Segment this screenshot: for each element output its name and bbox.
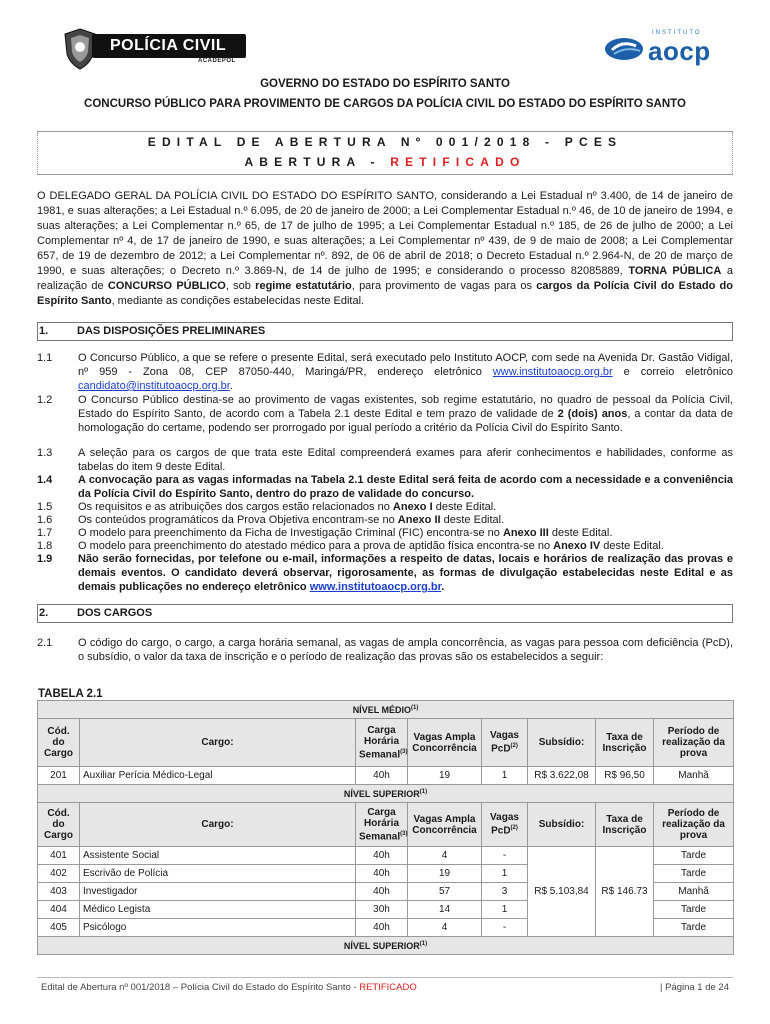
page-number: | Página 1 de 24: [659, 982, 729, 993]
item-number: 1.1: [37, 352, 53, 364]
header-ampla: Vagas Ampla Concorrência: [408, 719, 482, 767]
cell-carga: 40h: [356, 883, 408, 901]
item-bold-part: Anexo I: [392, 501, 433, 513]
header-carga: [356, 719, 408, 767]
item-text-part: O modelo para preenchimento da Ficha de Investigação Criminal (FIC) encontra-se no: [78, 527, 500, 539]
preamble-bold-2: CONCURSO PÚBLICO: [107, 280, 226, 292]
cell-periodo: Manhã: [654, 883, 734, 901]
header-pcd: [482, 719, 528, 767]
item-text-part: Os requisitos e as atribuições dos cargos estão relacionados no: [78, 501, 390, 513]
band-footnote: (1): [411, 704, 419, 711]
item-1-2: [37, 393, 733, 435]
header-footnote: (3): [400, 830, 408, 837]
item-text: [78, 513, 733, 527]
table-row: [38, 767, 734, 785]
page-footer: [37, 977, 733, 993]
header-footnote: (2): [510, 825, 518, 832]
band-label: NÍVEL MÉDIO: [352, 704, 412, 715]
cell-cod: 401: [38, 847, 80, 865]
item-number: 1.4: [37, 474, 53, 486]
band-label: NÍVEL SUPERIOR: [343, 788, 420, 799]
header-pcd: [482, 803, 528, 847]
band-row: [38, 701, 734, 719]
cell-ampla: 19: [408, 865, 482, 883]
cell-carga: 40h: [356, 767, 408, 785]
cell-periodo: Tarde: [654, 847, 734, 865]
item-bold-part: Anexo IV: [553, 540, 601, 552]
header-footnote: (2): [510, 743, 518, 750]
item-text: [78, 552, 733, 594]
nivel-medio-band: [38, 701, 734, 719]
header-cargo: Cargo:: [80, 719, 356, 767]
header-periodo: Período de realização da prova: [654, 719, 734, 767]
preamble-bold-1: TORNA PÚBLICA: [628, 265, 722, 277]
item-text: A convocação para as vagas informadas na Tabela 2.1 deste Edital será feita de acordo com a necessidade e a conveniência da Polícia Civil do Espírito Santo, dentro do prazo de validade do concurso.: [78, 474, 733, 500]
aocp-swirl-icon: [604, 36, 648, 62]
cell-periodo: Tarde: [654, 919, 734, 937]
cell-periodo: Manhã: [654, 767, 734, 785]
preamble-paragraph: [37, 189, 733, 309]
cell-pcd: 3: [482, 883, 528, 901]
header-taxa: Taxa de Inscrição: [596, 803, 654, 847]
cell-cargo: Escrivão de Polícia: [80, 865, 356, 883]
cell-ampla: 19: [408, 767, 482, 785]
header-periodo: Período de realização da prova: [654, 803, 734, 847]
preamble-text-1: O DELEGADO GERAL DA POLÍCIA CIVIL DO ESTADO DO ESPÍRITO SANTO, considerando a Lei Estadual nº 3.400, de 14 de janeiro de 1981, e suas alterações; a Lei Estadual n.º 6.095, de 20 de janeiro de 2000; a Lei Complementar Estadual n.º 46, de 10 de janeiro de 1994, e suas alterações; a Lei Complementar n.º 65, de 17 de julho de 1995; a Lei Complementar Estadual n.º 185, de 26 de julho de 2000; a Lei Complementar nº 4, de 17 de janeiro de 1990, e suas alterações; a Lei Complementar nº 439, de 9 de maio de 2008; a Lei Complementar 657, de 19 de dezembro de 2012; a Lei Complementar nº. 892, de 06 de abril de 2018; o Decreto Estadual n.º 2.964-N, de 20 de março de 1990, e suas alterações; o Decreto n.º 3.869-N, de 14 de julho de 1995; e considerando o processo 82085889,: [37, 190, 733, 277]
footer-text: Edital de Abertura nº 001/2018 – Polícia Civil do Estado do Espírito Santo -: [41, 982, 357, 993]
cell-cargo: Psicólogo: [80, 919, 356, 937]
cell-taxa: R$ 96,50: [596, 767, 654, 785]
item-text-part: e correio eletrônico: [623, 366, 733, 378]
item-number: 1.2: [37, 394, 53, 406]
item-text-part: Os conteúdos programáticos da Prova Objetiva encontram-se no: [78, 514, 395, 526]
table-row: [38, 847, 734, 865]
cell-carga: 40h: [356, 919, 408, 937]
item-bold-part: Não serão fornecidas, por telefone ou e-mail, informações a respeito de datas, locais e horários de realização das provas e demais eventos. O candidato deverá observar, rigorosamente, as formas de divulgação estabelecidas neste Edital e as demais publicações no endereço eletrônico: [78, 553, 733, 593]
concurso-title: CONCURSO PÚBLICO PARA PROVIMENTO DE CARGOS DA POLÍCIA CIVIL DO ESTADO DO ESPÍRITO SANTO: [84, 98, 686, 110]
section-1-header: [37, 322, 733, 341]
website-link[interactable]: www.institutoaocp.org.br: [492, 366, 613, 378]
item-number: 1.8: [37, 540, 53, 552]
tabela-2-1: [37, 700, 734, 955]
table-header-row: [38, 719, 734, 767]
band-footnote: (1): [419, 940, 428, 947]
item-text-part: deste Edital.: [603, 540, 664, 552]
item-bold-part: 2 (dois) anos: [557, 408, 628, 420]
header-taxa: Taxa de Inscrição: [596, 719, 654, 767]
nivel-superior-band: [38, 785, 734, 803]
logo-subtext: ACADEPOL: [198, 58, 236, 64]
preamble-text-2: a realização de: [37, 265, 733, 292]
header-subsidio: Subsídio:: [528, 719, 596, 767]
government-title: GOVERNO DO ESTADO DO ESPÍRITO SANTO: [260, 78, 510, 90]
cell-ampla: 4: [408, 919, 482, 937]
header-carga-label: Carga Horária Semanal: [359, 724, 401, 761]
header-cod: Cód. do Cargo: [38, 719, 80, 767]
cell-cod: 405: [38, 919, 80, 937]
item-1-9: [37, 552, 733, 594]
item-text-part: O modelo para preenchimento do atestado médico para a prova de aptidão física encontra-se no: [78, 540, 551, 552]
cell-cargo: Auxiliar Perícia Médico-Legal: [80, 767, 356, 785]
retificado-label: RETIFICADO: [390, 155, 526, 169]
header-footnote: (3): [400, 748, 408, 755]
item-number: 1.5: [37, 501, 53, 513]
item-text: [78, 526, 733, 540]
email-link[interactable]: candidato@institutoaocp.org.br: [78, 380, 230, 392]
cell-cargo: Assistente Social: [80, 847, 356, 865]
item-1-3: [37, 446, 733, 474]
cell-cargo: Médico Legista: [80, 901, 356, 919]
cell-subsidio: R$ 5.103,84: [528, 847, 596, 937]
cell-cod: 402: [38, 865, 80, 883]
item-1-7: [37, 526, 733, 540]
item-text-part: , a contar da data de homologação do certame, podendo ser prorrogado por igual período a critério da Polícia Civil do Espírito Santo.: [78, 408, 733, 434]
cell-pcd: 1: [482, 767, 528, 785]
cell-carga: 40h: [356, 865, 408, 883]
cell-taxa: R$ 146.73: [596, 847, 654, 937]
header-ampla: Vagas Ampla Concorrência: [408, 803, 482, 847]
cell-pcd: -: [482, 919, 528, 937]
item-text-part: deste Edital.: [551, 527, 613, 539]
header-subsidio: Subsídio:: [528, 803, 596, 847]
table-header-row: [38, 803, 734, 847]
website-link[interactable]: www.institutoaocp.org.br: [309, 581, 442, 593]
cell-periodo: Tarde: [654, 901, 734, 919]
section-title: DOS CARGOS: [77, 607, 153, 619]
cell-cod: 404: [38, 901, 80, 919]
cell-cargo: Investigador: [80, 883, 356, 901]
cell-pcd: 1: [482, 901, 528, 919]
header-cargo: Cargo:: [80, 803, 356, 847]
preamble-text-3: , sob: [225, 280, 251, 292]
item-number: 2.1: [37, 637, 53, 649]
item-text-part: deste Edital.: [443, 514, 505, 526]
cell-ampla: 4: [408, 847, 482, 865]
item-text-part: .: [441, 581, 445, 593]
item-1-8: [37, 539, 733, 553]
cell-cod: 403: [38, 883, 80, 901]
section-title: DAS DISPOSIÇÕES PRELIMINARES: [77, 325, 266, 337]
item-text: [78, 393, 733, 435]
cell-carga: 30h: [356, 901, 408, 919]
logo-small-text: INSTITUTO: [652, 30, 702, 36]
item-text: O código do cargo, o cargo, a carga horária semanal, as vagas de ampla concorrência, as vagas para pessoa com deficiência (PcD), o subsídio, o valor da taxa de inscrição e o período de realização das provas são os estabelecidos a seguir:: [78, 637, 733, 663]
header-carga: [356, 803, 408, 847]
item-2-1: [37, 636, 733, 664]
preamble-text-5: , mediante as condições estabelecidas neste Edital.: [111, 295, 365, 307]
item-text-part: deste Edital.: [435, 501, 497, 513]
item-text: [78, 500, 733, 514]
header-pcd-label: Vagas PcD: [490, 730, 519, 755]
table-label: TABELA 2.1: [38, 688, 103, 700]
item-number: 1.9: [37, 553, 53, 565]
edital-status-prefix: ABERTURA -: [244, 155, 381, 169]
item-text-part: O Concurso Público destina-se ao provimento de vagas existentes, sob regime estatutário, no quadro de pessoal da Polícia Civil, Estado do Espírito Santo, de acordo com a Tabela 2.1 deste Edital e tem prazo de validade de: [78, 394, 733, 420]
policia-civil-logo: [48, 28, 248, 72]
item-number: 1.6: [37, 514, 53, 526]
logo-word: aocp: [648, 36, 711, 66]
cell-pcd: -: [482, 847, 528, 865]
cell-cod: 201: [38, 767, 80, 785]
nivel-superior-band: [38, 937, 734, 955]
preamble-bold-3: regime estatutário: [255, 280, 352, 292]
band-row: [38, 785, 734, 803]
edital-number: EDITAL DE ABERTURA Nº 001/2018 - PCES: [147, 135, 623, 149]
logo-text: POLÍCIA CIVIL: [92, 34, 246, 58]
item-number: 1.3: [37, 447, 53, 459]
band-label: NÍVEL SUPERIOR: [343, 940, 420, 951]
cell-pcd: 1: [482, 865, 528, 883]
header-pcd-label: Vagas PcD: [490, 812, 519, 837]
cell-carga: 40h: [356, 847, 408, 865]
item-text: [78, 351, 733, 393]
item-bold-part: Anexo II: [397, 514, 441, 526]
cell-periodo: Tarde: [654, 865, 734, 883]
cell-ampla: 57: [408, 883, 482, 901]
item-text-part: O Concurso Público, a que se refere o presente Edital, será executado pelo Instituto AOCP, com sede na Avenida Dr. Gastão Vidigal, nº 959 - Zona 08, CEP 87050-440, Maringá/PR, endereço eletrônico: [78, 352, 733, 378]
footer-retificado: RETIFICADO: [359, 982, 417, 993]
preamble-text-4: , para provimento de vagas para os: [351, 280, 533, 292]
section-number: 2.: [39, 607, 49, 619]
band-row: [38, 937, 734, 955]
band-footnote: (1): [419, 788, 428, 795]
header-carga-label: Carga Horária Semanal: [359, 806, 401, 843]
item-number: 1.7: [37, 527, 53, 539]
aocp-logo: [604, 30, 724, 66]
item-text: [78, 539, 733, 553]
section-number: 1.: [39, 325, 49, 337]
item-1-6: [37, 513, 733, 527]
item-1-4: [37, 473, 733, 501]
header-cod: Cód. do Cargo: [38, 803, 80, 847]
item-bold-part: Anexo III: [502, 527, 549, 539]
item-1-5: [37, 500, 733, 514]
item-1-1: [37, 351, 733, 393]
section-2-header: [37, 604, 733, 623]
preamble-bold-4: cargos da Polícia Civil do Estado do Espírito Santo: [37, 280, 733, 307]
footer-left: [41, 982, 417, 993]
item-text-part: .: [229, 380, 233, 392]
item-text: A seleção para os cargos de que trata este Edital compreenderá exames para aferir conhecimentos e habilidades, conforme as tabelas do item 9 deste Edital.: [78, 447, 733, 473]
cell-subsidio: R$ 3.622,08: [528, 767, 596, 785]
cell-ampla: 14: [408, 901, 482, 919]
edital-status: [0, 155, 770, 169]
